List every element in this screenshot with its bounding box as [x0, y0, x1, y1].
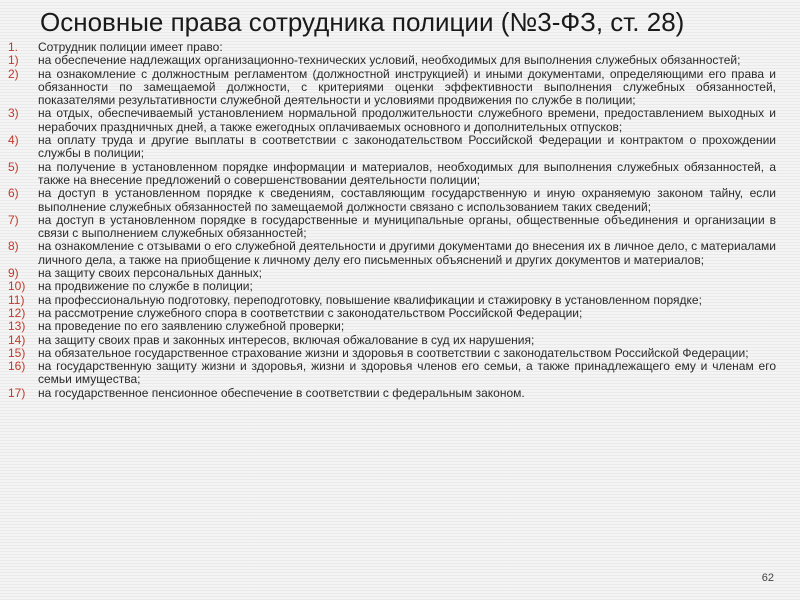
list-item-text: на отдых, обеспечиваемый установлением нормальной продолжительности служебного времени, предоставлением выходных и нерабочих праздничных дней, а также ежегодных оплачиваемых основного и дополнительных отпусков;	[38, 106, 776, 134]
page-number: 62	[761, 572, 774, 584]
list-item-text: на защиту своих персональных данных;	[38, 266, 262, 281]
list-item-text: на государственную защиту жизни и здоровья, жизни и здоровья членов его семьи, а также принадлежащего ему и членам его семьи имущества;	[38, 359, 776, 387]
list-item-text: на оплату труда и другие выплаты в соответствии с законодательством Российской Федерации и контрактом о прохождении службы в полиции;	[38, 133, 776, 161]
list-item-number: 12)	[8, 305, 26, 320]
list-item	[8, 107, 776, 134]
list-item-number: 5)	[8, 159, 19, 174]
list-item	[8, 214, 776, 241]
list-item-number: 7)	[8, 212, 19, 227]
list-item	[8, 280, 776, 293]
list-item-number: 17)	[8, 385, 26, 400]
list-item-text: на доступ в установленном порядке к сведениям, составляющим государственную и иную охраняемую законом тайну, если выполнение служебных обязанностей по замещаемой должности связано с использованием таких сведений;	[38, 186, 776, 214]
list-item-text: на получение в установленном порядке информации и материалов, необходимых для выполнения служебных обязанностей, а также на внесение предложений о совершенствовании деятельности полиции;	[38, 159, 776, 187]
list-item-number: 3)	[8, 106, 19, 121]
list-item	[8, 307, 776, 320]
list-item-number: 6)	[8, 186, 19, 201]
list-item-number: 10)	[8, 279, 26, 294]
list-item	[8, 240, 776, 267]
list-item-text: на рассмотрение служебного спора в соответствии с законодательством Российской Федерации;	[38, 305, 583, 320]
list-item-number: 1.	[8, 40, 19, 54]
slide-title: Основные права сотрудника полиции (№3-ФЗ, ст. 28)	[40, 7, 685, 37]
list-item	[8, 334, 776, 347]
list-item	[8, 134, 776, 161]
list-item-text: на обязательное государственное страхование жизни и здоровья в соответствии с законодательством Российской Федерации;	[38, 345, 749, 360]
list-item	[8, 161, 776, 188]
list-item-text: Сотрудник полиции имеет право:	[38, 40, 223, 54]
list-item-text: на ознакомление с отзывами о его служебной деятельности и другими документами до внесения их в личное дело, с материалами личного дела, а также на приобщение к личному делу его письменных объяснений и других документов и материалов;	[38, 239, 776, 267]
list-item-text: на ознакомление с должностным регламентом (должностной инструкцией) и иными документами, определяющими его права и обязанности по замещаемой должности, с критериями оценки эффективности выполнения служебных обязанностей, показателями результативности служебной деятельности и условиями продвижения по службе в полиции;	[38, 66, 776, 108]
list-item-text: на государственное пенсионное обеспечение в соответствии с федеральным законом.	[38, 385, 525, 400]
list-item-number: 9)	[8, 266, 19, 281]
list-item	[8, 387, 776, 400]
list-item-number: 11)	[8, 292, 25, 307]
list-item	[8, 294, 776, 307]
list-item	[8, 360, 776, 387]
list-item-number: 8)	[8, 239, 19, 254]
list-item	[8, 68, 776, 108]
list-item-text: на продвижение по службе в полиции;	[38, 279, 253, 294]
list-item	[8, 187, 776, 214]
list-item	[8, 54, 776, 67]
rights-list	[8, 41, 776, 400]
list-item	[8, 41, 776, 54]
list-item-text: на защиту своих прав и законных интересов, включая обжалование в суд их нарушения;	[38, 332, 535, 347]
list-item-number: 2)	[8, 66, 19, 81]
list-item-number: 15)	[8, 345, 26, 360]
list-item-text: на обеспечение надлежащих организационно-технических условий, необходимых для выполнения служебных обязанностей;	[38, 53, 741, 68]
list-item-text: на проведение по его заявлению служебной проверки;	[38, 319, 345, 334]
list-item	[8, 347, 776, 360]
list-item-number: 16)	[8, 359, 26, 374]
list-item-number: 13)	[8, 319, 26, 334]
list-item-text: на профессиональную подготовку, переподготовку, повышение квалификации и стажировку в установленном порядке;	[38, 292, 702, 307]
list-item	[8, 320, 776, 333]
list-item	[8, 267, 776, 280]
list-item-number: 4)	[8, 133, 19, 148]
list-item-text: на доступ в установленном порядке в государственные и муниципальные органы, общественные объединения и организации в связи с выполнением служебных обязанностей;	[38, 212, 776, 241]
list-item-number: 14)	[8, 332, 26, 347]
list-item-number: 1)	[8, 53, 19, 68]
